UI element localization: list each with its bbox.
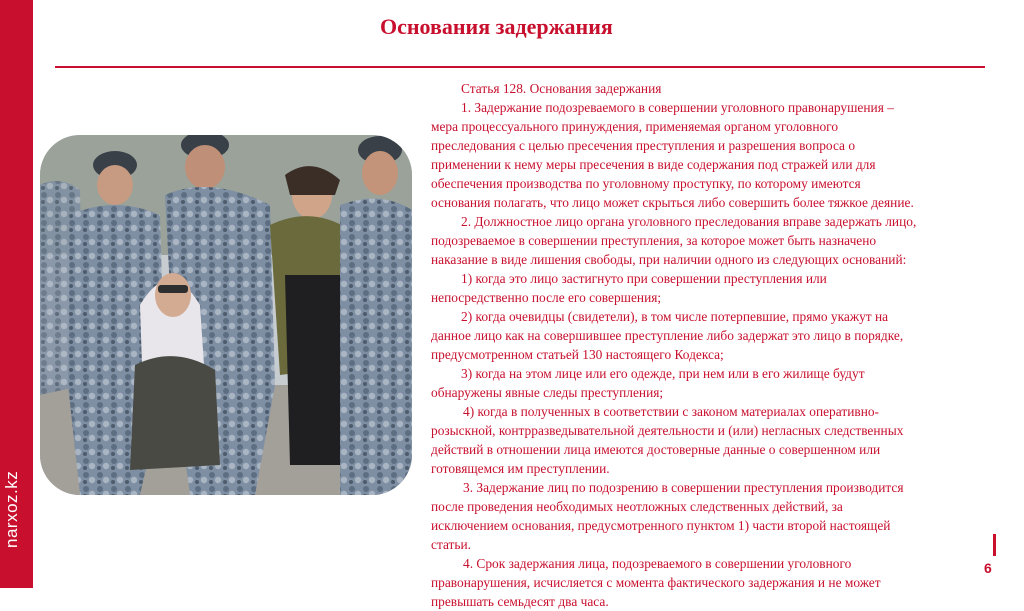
article-line: 4. Срок задержания лица, подозреваемого в совершении уголовного — [463, 556, 852, 571]
article-line: обнаружены явные следы преступления; — [431, 385, 664, 400]
article-line: непосредственно после его совершения; — [431, 290, 662, 305]
article-line: 3) когда на этом лице или его одежде, при нем или в его жилище будут — [461, 366, 865, 381]
article-line: правонарушения, исчисляется с момента фактического задержания и не может — [431, 575, 881, 590]
article-line: статьи. — [431, 537, 472, 552]
article-line: 1. Задержание подозреваемого в совершении уголовного правонарушения – — [461, 100, 894, 115]
article-line: данное лицо как на совершившее преступление либо задержат это лицо в порядке, — [431, 328, 904, 343]
article-line: после проведения необходимых неотложных следственных действий, за — [431, 499, 843, 514]
photo-illustration — [40, 135, 412, 495]
page-marker — [993, 534, 996, 556]
article-line: применении к нему меры пресечения в виде содержания под стражей или для — [431, 157, 876, 172]
brand-sidebar — [0, 0, 33, 588]
slide-title: Основания задержания — [380, 14, 613, 39]
article-text — [431, 79, 991, 611]
article-line: превышать семьдесят два часа. — [431, 594, 609, 609]
article-line: розыскной, контрразведывательной деятельности и (или) негласных следственных — [431, 423, 904, 438]
article-line: исключением основания, предусмотренного пунктом 1) части второй настоящей — [431, 518, 891, 533]
title-divider — [55, 66, 985, 68]
article-line: преследования с целью пресечения преступления и разрешения вопроса о — [431, 138, 856, 153]
article-line: 3. Задержание лиц по подозрению в совершении преступления производится — [463, 480, 904, 495]
article-line: мера процессуального принуждения, применяемая органом уголовного — [431, 119, 839, 134]
article-line: основания полагать, что лицо может скрыться либо совершить более тяжкое деяние. — [431, 195, 914, 210]
article-line: 4) когда в полученных в соответствии с законом материалах оперативно- — [463, 404, 880, 419]
page-number: 6 — [984, 560, 992, 576]
article-line: 2. Должностное лицо органа уголовного преследования вправе задержать лицо, — [461, 214, 917, 229]
brand-label: narxoz.kz — [2, 470, 21, 548]
article-line: наказание в виде лишения свободы, при наличии одного из следующих оснований: — [431, 252, 907, 267]
article-line: предусмотренном статьей 130 настоящего Кодекса; — [431, 347, 724, 362]
detention-photo — [40, 135, 412, 495]
article-line: действий в отношении лица имеются достоверные данные о совершенном или — [431, 442, 881, 457]
article-line: 2) когда очевидцы (свидетели), в том числе потерпевшие, прямо укажут на — [461, 309, 889, 324]
article-line: обеспечения производства по уголовному проступку, по которому имеются — [431, 176, 861, 191]
article-line: подозреваемое в совершении преступления, за которое может быть назначено — [431, 233, 877, 248]
article-line: Статья 128. Основания задержания — [461, 81, 662, 96]
article-line: готовящемся им преступлении. — [431, 461, 610, 476]
article-line: 1) когда это лицо застигнуто при совершении преступления или — [461, 271, 827, 286]
